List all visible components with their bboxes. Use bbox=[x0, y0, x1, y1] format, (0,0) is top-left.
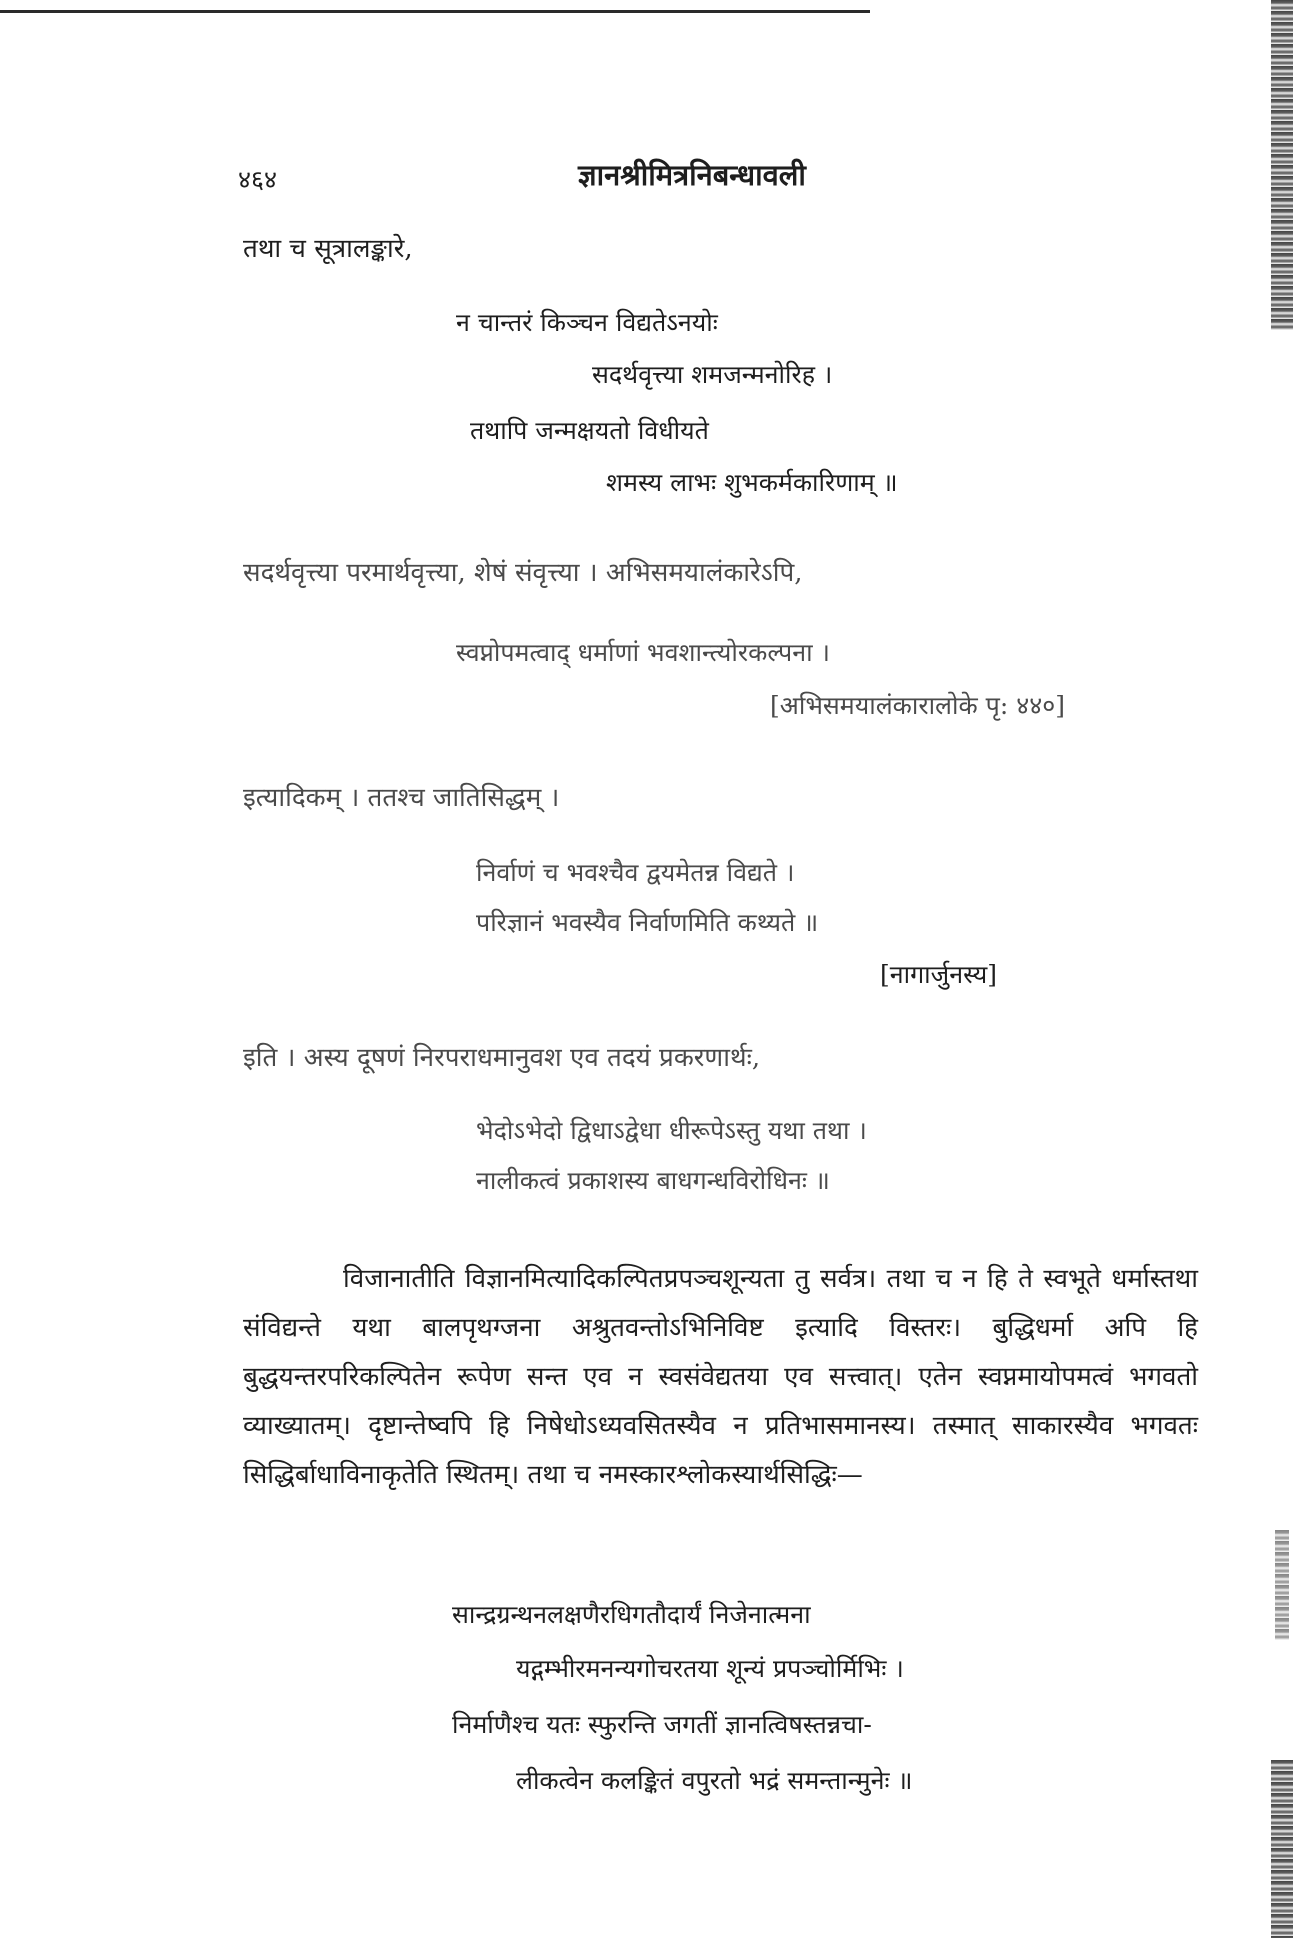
verse1-line1: न चान्तरं किञ्चन विद्यतेऽनयोः bbox=[456, 308, 718, 337]
verse3-line1: निर्वाणं च भवश्चैव द्वयमेतन्न विद्यते । bbox=[476, 858, 795, 887]
page-number: ४६४ bbox=[238, 165, 278, 194]
citation-abhisamaya: [अभिसमयालंकारालोके पृ: ४४०] bbox=[770, 691, 1065, 720]
intro-line: तथा च सूत्रालङ्कारे, bbox=[243, 234, 413, 264]
verse4-line1: भेदोऽभेदो द्विधाऽद्वेधा धीरूपेऽस्तु यथा तथा । bbox=[476, 1116, 867, 1145]
scan-top-border bbox=[0, 10, 870, 13]
scan-edge-shadow-middle bbox=[1275, 1530, 1289, 1640]
verse5-line4: लीकत्वेन कलङ्कितं वपुरतो भद्रं समन्तान्मुनेः ॥ bbox=[516, 1766, 913, 1795]
running-title: ज्ञानश्रीमित्रनिबन्धावली bbox=[578, 158, 806, 192]
verse4-line2: नालीकत्वं प्रकाशस्य बाधगन्धविरोधिनः ॥ bbox=[476, 1166, 830, 1195]
verse5-line3: निर्माणैश्च यतः स्फुरन्ति जगतीं ज्ञानत्विषस्तन्नचा- bbox=[452, 1710, 872, 1739]
commentary-line3: इति । अस्य दूषणं निरपराधमानुवश एव तदयं प्रकरणार्थः, bbox=[243, 1043, 761, 1073]
verse5-line2: यद्गम्भीरमनन्यगोचरतया शून्यं प्रपञ्चोर्मिभिः । bbox=[516, 1654, 904, 1683]
verse5-line1: सान्द्रग्रन्थनलक्षणैरधिगतौदार्यं निजेनात्मना bbox=[452, 1600, 811, 1629]
prose-text: विजानातीति विज्ञानमित्यादिकल्पितप्रपञ्चशून्यता तु सर्वत्र। तथा च न हि ते स्वभूते धर्मास्तथा संविद्यन्ते यथा बालपृथग्जना अश्रुतवन्तोऽभिनिविष्ट इत्यादि विस्तरः। बुद्धिधर्मा अपि हि बुद्धयन्तरपरिकल्पितेन रूपेण सन्त एव न स्वसंवेद्यतया एव सत्त्वात्। एतेन स्वप्नमायोपमत्वं भगवतो व्याख्यातम्। दृष्टान्तेष्वपि हि निषेधोऽध्यवसितस्यैव न प्रतिभासमानस्य। तस्मात् साकारस्यैव भगवतः सिद्धिर्बाधाविनाकृतेति स्थितम्। तथा च नमस्कारश्लोकस्यार्थसिद्धिः— bbox=[243, 1264, 1198, 1490]
verse1-line2: सदर्थवृत्त्या शमजन्मनोरिह । bbox=[592, 360, 833, 389]
verse2-line1: स्वप्नोपमत्वाद् धर्माणां भवशान्त्योरकल्पना । bbox=[456, 638, 831, 667]
prose-paragraph bbox=[243, 1255, 1198, 1500]
commentary-line1: सदर्थवृत्त्या परमार्थवृत्त्या, शेषं संवृत्त्या । अभिसमयालंकारेऽपि, bbox=[243, 558, 803, 588]
citation-nagarjuna: [नागार्जुनस्य] bbox=[880, 960, 998, 989]
verse1-line4: शमस्य लाभः शुभकर्मकारिणाम् ॥ bbox=[606, 468, 898, 497]
scan-edge-shadow-bottom bbox=[1271, 1760, 1293, 1938]
verse3-line2: परिज्ञानं भवस्यैव निर्वाणमिति कथ्यते ॥ bbox=[476, 908, 819, 937]
commentary-line2: इत्यादिकम् । ततश्च जातिसिद्धम् । bbox=[243, 783, 560, 813]
verse1-line3: तथापि जन्मक्षयतो विधीयते bbox=[470, 416, 709, 445]
scan-edge-shadow-top bbox=[1271, 0, 1293, 330]
